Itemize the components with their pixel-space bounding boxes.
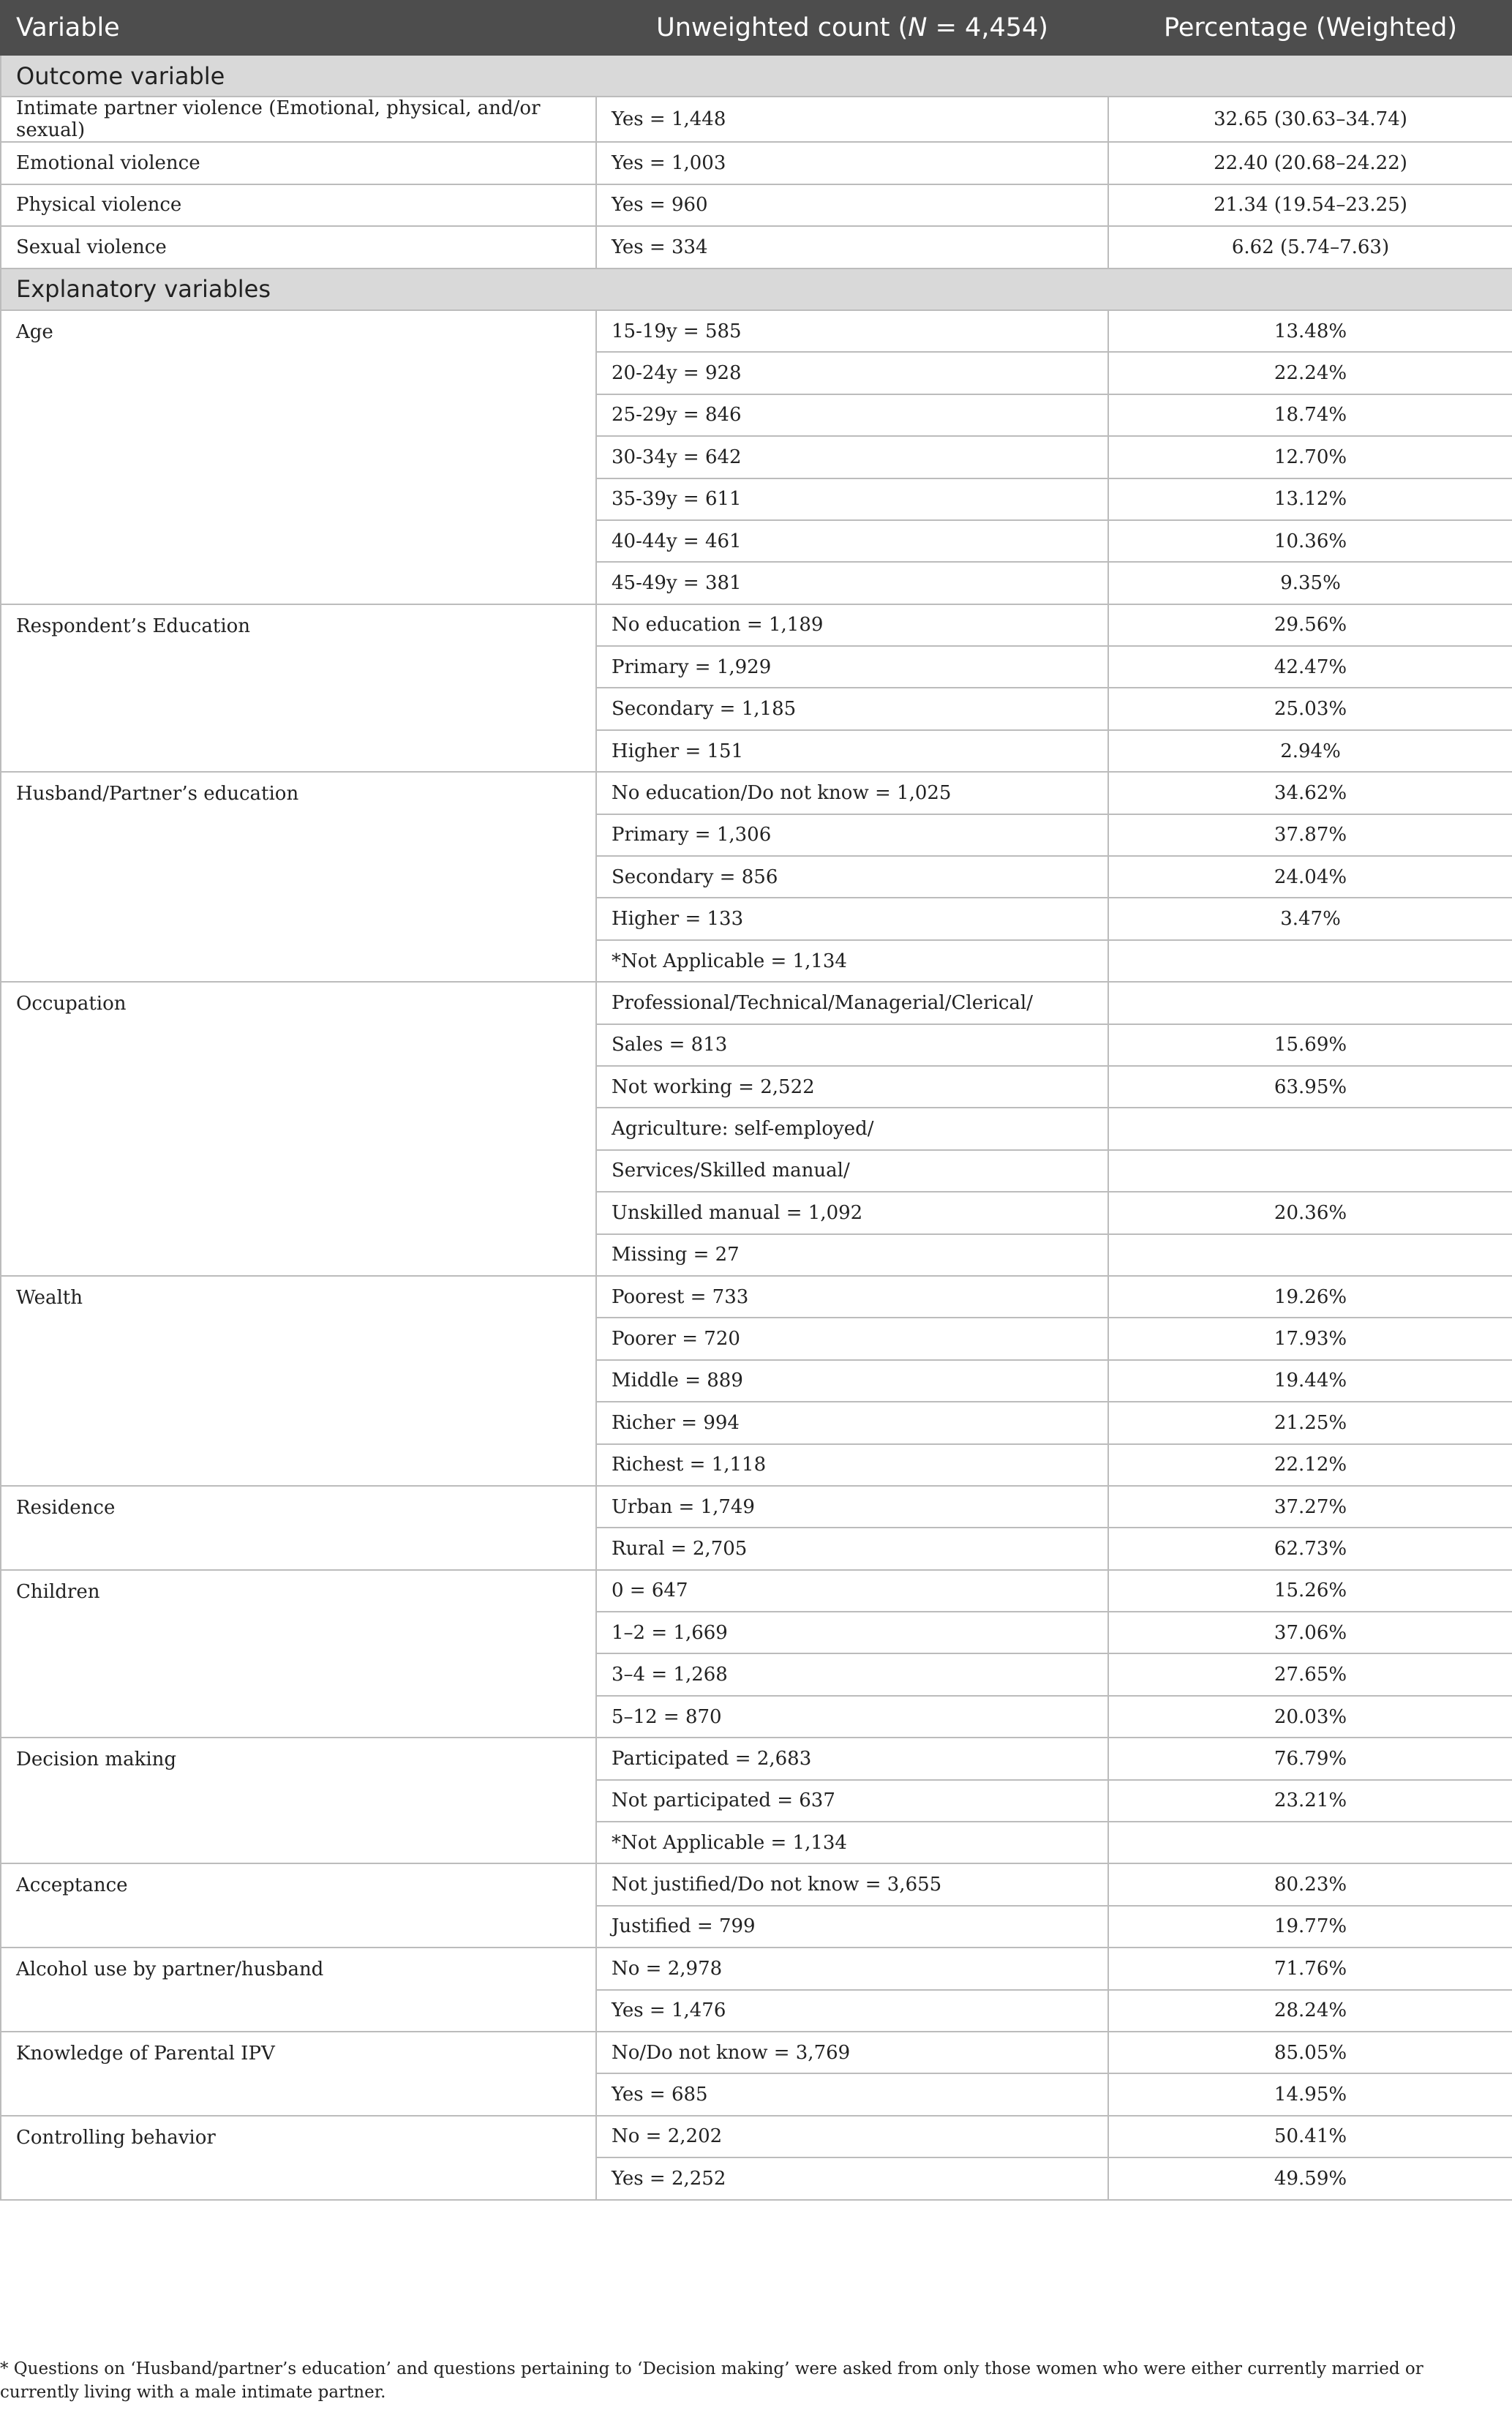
percentage-cell: 63.95% bbox=[1108, 1066, 1512, 1108]
variable-cell: Intimate partner violence (Emotional, physical, and/or sexual) bbox=[1, 97, 596, 142]
percentage-cell: 25.03% bbox=[1108, 688, 1512, 729]
table-row bbox=[1, 184, 1512, 226]
count-cell: Professional/Technical/Managerial/Clerical/ bbox=[596, 982, 1108, 1024]
percentage-cell: 20.03% bbox=[1108, 1696, 1512, 1738]
percentage-cell: 37.06% bbox=[1108, 1612, 1512, 1653]
count-cell: Poorest = 733 bbox=[596, 1276, 1108, 1318]
count-cell: Middle = 889 bbox=[596, 1360, 1108, 1402]
count-cell: *Not Applicable = 1,134 bbox=[596, 940, 1108, 982]
percentage-cell: 10.36% bbox=[1108, 520, 1512, 562]
variable-cell: Occupation bbox=[1, 982, 596, 1276]
percentage-cell: 34.62% bbox=[1108, 772, 1512, 814]
count-cell: Missing = 27 bbox=[596, 1234, 1108, 1276]
count-cell: 45-49y = 381 bbox=[596, 562, 1108, 604]
count-cell: No = 2,978 bbox=[596, 1948, 1108, 1989]
header-percentage: Percentage (Weighted) bbox=[1108, 1, 1512, 55]
header-count-suffix: = 4,454) bbox=[927, 13, 1048, 42]
variable-cell: Decision making bbox=[1, 1738, 596, 1863]
percentage-cell: 37.87% bbox=[1108, 814, 1512, 856]
percentage-cell: 21.25% bbox=[1108, 1402, 1512, 1443]
count-cell: Participated = 2,683 bbox=[596, 1738, 1108, 1779]
table-row bbox=[1, 226, 1512, 268]
table-row bbox=[1, 1276, 1512, 1318]
percentage-cell bbox=[1108, 1822, 1512, 1863]
count-cell: Yes = 685 bbox=[596, 2073, 1108, 2115]
section-label-outcome: Outcome variable bbox=[1, 55, 1512, 97]
percentage-cell: 71.76% bbox=[1108, 1948, 1512, 1989]
count-cell: 25-29y = 846 bbox=[596, 394, 1108, 436]
percentage-cell: 28.24% bbox=[1108, 1990, 1512, 2032]
count-cell: Not justified/Do not know = 3,655 bbox=[596, 1863, 1108, 1905]
table-footnote: * Questions on ‘Husband/partner’s education’ and questions pertaining to ‘Decision making’ were asked from only those women who were either currently married or currently living with a male intimate partner. bbox=[0, 2359, 1423, 2402]
percentage-cell: 20.36% bbox=[1108, 1192, 1512, 1233]
count-cell: Yes = 2,252 bbox=[596, 2157, 1108, 2199]
count-cell: No/Do not know = 3,769 bbox=[596, 2032, 1108, 2073]
percentage-cell: 22.12% bbox=[1108, 1444, 1512, 1486]
variable-cell: Controlling behavior bbox=[1, 2116, 596, 2200]
percentage-cell: 27.65% bbox=[1108, 1653, 1512, 1695]
count-cell: Yes = 1,476 bbox=[596, 1990, 1108, 2032]
table-row bbox=[1, 2032, 1512, 2073]
percentage-cell: 17.93% bbox=[1108, 1318, 1512, 1359]
percentage-cell: 22.40 (20.68–24.22) bbox=[1108, 142, 1512, 184]
table-row bbox=[1, 310, 1512, 352]
variable-cell: Respondent’s Education bbox=[1, 604, 596, 773]
header-count-n: N bbox=[908, 13, 928, 42]
count-cell: No education = 1,189 bbox=[596, 604, 1108, 646]
table-header-row bbox=[1, 1, 1512, 55]
percentage-cell bbox=[1108, 1150, 1512, 1192]
percentage-cell bbox=[1108, 940, 1512, 982]
variable-cell: Alcohol use by partner/husband bbox=[1, 1948, 596, 2032]
percentage-cell: 19.77% bbox=[1108, 1906, 1512, 1948]
count-cell: Sales = 813 bbox=[596, 1024, 1108, 1066]
percentage-cell: 21.34 (19.54–23.25) bbox=[1108, 184, 1512, 226]
percentage-cell: 15.69% bbox=[1108, 1024, 1512, 1066]
percentage-cell: 2.94% bbox=[1108, 730, 1512, 772]
table-row bbox=[1, 1570, 1512, 1612]
count-cell: Secondary = 856 bbox=[596, 856, 1108, 898]
count-cell: Not participated = 637 bbox=[596, 1780, 1108, 1822]
count-cell: 0 = 647 bbox=[596, 1570, 1108, 1612]
table-row bbox=[1, 2116, 1512, 2157]
variable-cell: Physical violence bbox=[1, 184, 596, 226]
percentage-cell: 14.95% bbox=[1108, 2073, 1512, 2115]
section-row-outcome bbox=[1, 55, 1512, 97]
percentage-cell: 85.05% bbox=[1108, 2032, 1512, 2073]
count-cell: 1–2 = 1,669 bbox=[596, 1612, 1108, 1653]
variable-cell: Wealth bbox=[1, 1276, 596, 1486]
variable-cell: Age bbox=[1, 310, 596, 604]
percentage-cell bbox=[1108, 982, 1512, 1024]
percentage-cell: 13.48% bbox=[1108, 310, 1512, 352]
count-cell: Urban = 1,749 bbox=[596, 1486, 1108, 1528]
count-cell: Poorer = 720 bbox=[596, 1318, 1108, 1359]
header-variable: Variable bbox=[1, 1, 596, 55]
percentage-cell bbox=[1108, 1108, 1512, 1149]
count-cell: Secondary = 1,185 bbox=[596, 688, 1108, 729]
percentage-cell: 37.27% bbox=[1108, 1486, 1512, 1528]
percentage-cell: 12.70% bbox=[1108, 436, 1512, 478]
count-cell: Justified = 799 bbox=[596, 1906, 1108, 1948]
table-row bbox=[1, 97, 1512, 142]
count-cell: 15-19y = 585 bbox=[596, 310, 1108, 352]
count-cell: Yes = 334 bbox=[596, 226, 1108, 268]
count-cell: Services/Skilled manual/ bbox=[596, 1150, 1108, 1192]
variable-cell: Children bbox=[1, 1570, 596, 1738]
percentage-cell: 76.79% bbox=[1108, 1738, 1512, 1779]
percentage-cell: 19.44% bbox=[1108, 1360, 1512, 1402]
count-cell: 20-24y = 928 bbox=[596, 352, 1108, 394]
variable-cell: Residence bbox=[1, 1486, 596, 1570]
count-cell: Yes = 1,003 bbox=[596, 142, 1108, 184]
percentage-cell: 49.59% bbox=[1108, 2157, 1512, 2199]
percentage-cell: 18.74% bbox=[1108, 394, 1512, 436]
section-label-explanatory: Explanatory variables bbox=[1, 268, 1512, 310]
count-cell: No = 2,202 bbox=[596, 2116, 1108, 2157]
table-row bbox=[1, 982, 1512, 1024]
count-cell: 3–4 = 1,268 bbox=[596, 1653, 1108, 1695]
variable-cell: Emotional violence bbox=[1, 142, 596, 184]
count-cell: Primary = 1,929 bbox=[596, 646, 1108, 688]
percentage-cell: 15.26% bbox=[1108, 1570, 1512, 1612]
count-cell: 35-39y = 611 bbox=[596, 478, 1108, 520]
table-body bbox=[1, 55, 1512, 2200]
count-cell: Yes = 960 bbox=[596, 184, 1108, 226]
table-row bbox=[1, 142, 1512, 184]
percentage-cell: 50.41% bbox=[1108, 2116, 1512, 2157]
percentage-cell: 32.65 (30.63–34.74) bbox=[1108, 97, 1512, 142]
percentage-cell: 6.62 (5.74–7.63) bbox=[1108, 226, 1512, 268]
percentage-cell: 80.23% bbox=[1108, 1863, 1512, 1905]
percentage-cell: 62.73% bbox=[1108, 1528, 1512, 1569]
section-row-explanatory bbox=[1, 268, 1512, 310]
percentage-cell: 42.47% bbox=[1108, 646, 1512, 688]
variable-cell: Knowledge of Parental IPV bbox=[1, 2032, 596, 2116]
percentage-cell: 29.56% bbox=[1108, 604, 1512, 646]
count-cell: *Not Applicable = 1,134 bbox=[596, 1822, 1108, 1863]
count-cell: No education/Do not know = 1,025 bbox=[596, 772, 1108, 814]
header-count-prefix: Unweighted count ( bbox=[656, 13, 909, 42]
header-unweighted-count bbox=[596, 1, 1108, 55]
table-row bbox=[1, 772, 1512, 814]
count-cell: Richer = 994 bbox=[596, 1402, 1108, 1443]
count-cell: Rural = 2,705 bbox=[596, 1528, 1108, 1569]
count-cell: 5–12 = 870 bbox=[596, 1696, 1108, 1738]
table-row bbox=[1, 1863, 1512, 1905]
percentage-cell: 9.35% bbox=[1108, 562, 1512, 604]
variable-cell: Sexual violence bbox=[1, 226, 596, 268]
count-cell: 40-44y = 461 bbox=[596, 520, 1108, 562]
percentage-cell: 19.26% bbox=[1108, 1276, 1512, 1318]
table-row bbox=[1, 1948, 1512, 1989]
percentage-cell: 13.12% bbox=[1108, 478, 1512, 520]
count-cell: Higher = 151 bbox=[596, 730, 1108, 772]
count-cell: Yes = 1,448 bbox=[596, 97, 1108, 142]
count-cell: 30-34y = 642 bbox=[596, 436, 1108, 478]
table-row bbox=[1, 1486, 1512, 1528]
count-cell: Unskilled manual = 1,092 bbox=[596, 1192, 1108, 1233]
table-row bbox=[1, 1738, 1512, 1779]
variable-cell: Acceptance bbox=[1, 1863, 596, 1948]
percentage-cell: 23.21% bbox=[1108, 1780, 1512, 1822]
percentage-cell: 22.24% bbox=[1108, 352, 1512, 394]
count-cell: Higher = 133 bbox=[596, 898, 1108, 939]
table-row bbox=[1, 604, 1512, 646]
percentage-cell bbox=[1108, 1234, 1512, 1276]
count-cell: Primary = 1,306 bbox=[596, 814, 1108, 856]
count-cell: Agriculture: self-employed/ bbox=[596, 1108, 1108, 1149]
percentage-cell: 3.47% bbox=[1108, 898, 1512, 939]
count-cell: Not working = 2,522 bbox=[596, 1066, 1108, 1108]
count-cell: Richest = 1,118 bbox=[596, 1444, 1108, 1486]
variable-cell: Husband/Partner’s education bbox=[1, 772, 596, 982]
percentage-cell: 24.04% bbox=[1108, 856, 1512, 898]
